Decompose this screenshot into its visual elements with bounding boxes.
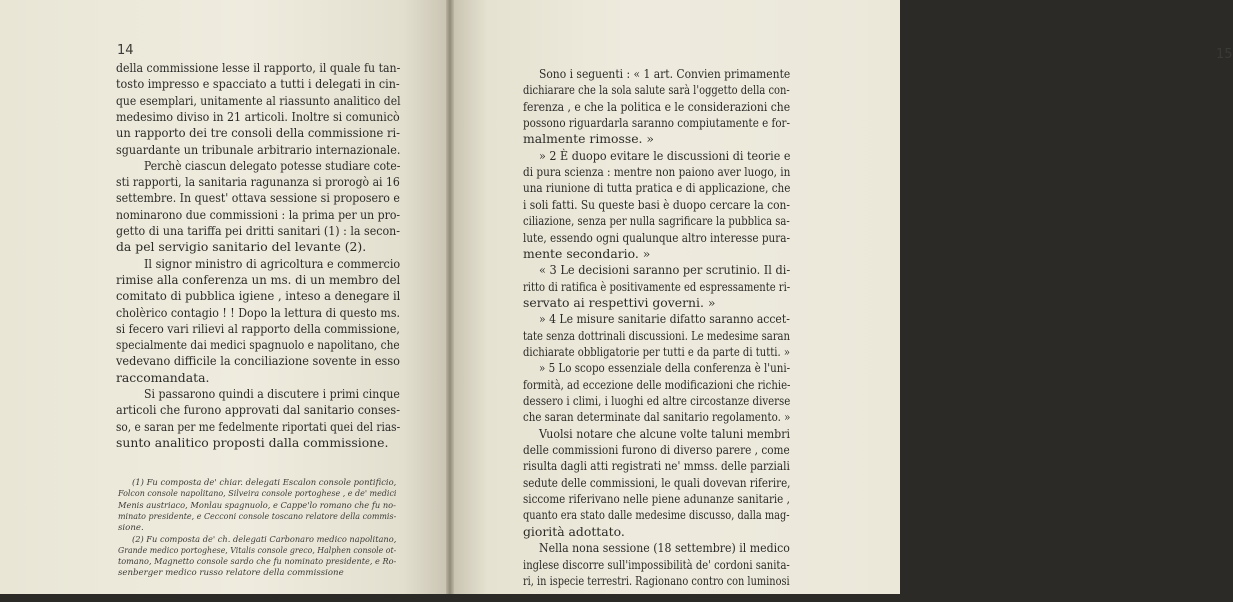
text-line: sti rapporti, la sanitaria ragunanza si prorogò ai 16 <box>116 174 400 190</box>
text-line: vedevano difficile la conciliazione sovente in esso <box>116 353 400 369</box>
text-line: ri, in ispecie terrestri. Ragionano contro con luminosi <box>523 572 790 588</box>
footnote-line: (1) Fu composta de' chiar. delegati Escalon console pontificio, <box>132 478 397 488</box>
text-line: sguardante un tribunale arbitrario internazionale. <box>116 141 401 157</box>
text-line: malmente rimosse. » <box>523 131 655 147</box>
footnote-line: Menis austriaco, Monlau spagnuolo, e Cappe'lo romano che fu no- <box>118 500 396 511</box>
footnote-line: Grande medico portoghese, Vitalis console greco, Halphen console ot- <box>118 545 397 556</box>
text-line: ciliazione, senza per nulla sagrificare la pubblica sa- <box>523 213 790 229</box>
book-gutter <box>446 0 454 602</box>
text-line: « 3 Le decisioni saranno per scrutinio. Il di- <box>539 262 791 278</box>
text-line: un rapporto dei tre consoli della commissione ri- <box>116 125 401 141</box>
text-line: da pel servigio sanitario del levante (2). <box>116 239 367 255</box>
footnote-line: Folcon console napolitano, Silveira console portoghese , e de' medici <box>118 489 397 500</box>
footnote-line: sione. <box>118 523 144 534</box>
text-line: cholèrico contagio ! ! Dopo la lettura di questo ms. <box>116 304 400 320</box>
text-line: risulta dagli atti registrati ne' mmss. delle parziali <box>523 458 790 474</box>
text-line: » 4 Le misure sanitarie difatto saranno accet- <box>539 311 790 327</box>
text-line: si fecero vari rilievi al rapporto della commissione, <box>116 320 400 336</box>
text-line: Perchè ciascun delegato potesse studiare cote- <box>144 157 401 173</box>
text-line: dichiarate obbligatorie per tutti e da parte di tutti. » <box>523 343 790 359</box>
text-line: nominarono due commissioni : la prima per un pro- <box>116 206 401 222</box>
text-line: quanto era stato dalle medesime discusso, dalla mag- <box>523 507 790 523</box>
text-line: tosto impresso e spacciato a tutti i delegati in cin- <box>116 76 400 92</box>
footnote-line: (2) Fu composta de' ch. delegati Carbonaro medico napolitano, <box>132 534 397 545</box>
text-line: que esemplari, unitamente al riassunto analitico del <box>116 92 401 108</box>
text-line: sunto analitico proposti dalla commissione. <box>116 434 389 450</box>
text-line: i soli fatti. Su queste basi è duopo cercare la con- <box>523 196 790 212</box>
text-line: della commissione lesse il rapporto, il quale fu tan- <box>116 60 401 75</box>
text-line: articoli che furono approvati dal sanitario conses- <box>116 402 401 418</box>
text-line: possono riguardarla saranno compiutamente e for- <box>523 115 790 131</box>
text-line: una riunione di tutta pratica e di applicazione, che <box>523 180 791 196</box>
page-number-right: 15 <box>1216 47 1233 62</box>
footnote-line: senberger medico russo relatore della commissione <box>118 568 344 579</box>
text-line: servato ai respettivi governi. » <box>523 294 716 310</box>
text-line: sedute delle commissioni, le quali dovevan riferire, <box>523 474 791 490</box>
text-line: lute, essendo ogni qualunque altro interesse pura- <box>523 229 790 245</box>
left-page <box>0 0 448 602</box>
text-line: rimise alla conferenza un ms. di un membro del <box>116 271 401 287</box>
footnote-line: tomano, Magnetto console sardo che fu nominato presidente, e Ro- <box>118 557 397 568</box>
text-line: settembre. In quest' ottava sessione si proposero e <box>116 190 400 206</box>
text-line: che saran determinate dal sanitario regolamento. » <box>523 409 791 425</box>
footnote-line: minato presidente, e Cecconi console toscano relatore della commis- <box>118 511 397 522</box>
text-line: formità, ad eccezione delle modificazioni che richie- <box>523 376 791 392</box>
text-line: ferenza , e che la politica e le considerazioni che <box>523 98 791 114</box>
text-line: getto di una tariffa pei dritti sanitari (1) : la secon- <box>116 223 400 238</box>
text-line: Il signor ministro di agricoltura e commercio <box>144 255 401 271</box>
text-line: medesimo diviso in 21 articoli. Inoltre si comunicò <box>116 108 400 124</box>
text-line: specialmente dai medici spagnuolo e napolitano, che <box>116 337 400 353</box>
text-line: siccome riferivano nelle piene adunanze sanitarie , <box>523 491 790 507</box>
right-page <box>452 0 1233 602</box>
text-line: so, e saran per me fedelmente riportati quei del rias- <box>116 418 401 434</box>
text-line: mente secondario. » <box>523 245 651 261</box>
text-line: dessero i climi, i luoghi ed altre circostanze diverse <box>523 393 791 408</box>
text-line: Vuolsi notare che alcune volte taluni membri <box>539 425 791 441</box>
text-line: raccomandata. <box>116 369 210 385</box>
text-line: dichiarare che la sola salute sarà l'oggetto della con- <box>523 82 790 98</box>
scan-border <box>0 594 900 602</box>
page-number-left: 14 <box>117 43 134 58</box>
text-line: Nella nona sessione (18 settembre) il medico <box>539 540 790 556</box>
text-line: » 5 Lo scopo essenziale della conferenza è l'uni- <box>539 360 791 376</box>
text-line: giorità adottato. <box>523 523 625 539</box>
text-line: » 2 È duopo evitare le discussioni di teorie e <box>539 147 791 163</box>
text-line: comitato di pubblica igiene , inteso a denegare il <box>116 288 401 304</box>
text-line: delle commissioni furono di diverso parere , come <box>523 442 790 458</box>
text-line: Sono i seguenti : « 1 art. Convien primamente <box>539 66 791 81</box>
text-line: Si passarono quindi a discutere i primi cinque <box>144 386 400 401</box>
text-line: tate senza dottrinali discussioni. Le medesime saran <box>523 327 790 343</box>
text-line: di pura scienza : mentre non paiono aver luogo, in <box>523 164 791 180</box>
text-line: ritto di ratifica è positivamente ed espressamente ri- <box>523 278 791 294</box>
text-line: inglese discorre sull'impossibilità de' cordoni sanita- <box>523 556 790 572</box>
